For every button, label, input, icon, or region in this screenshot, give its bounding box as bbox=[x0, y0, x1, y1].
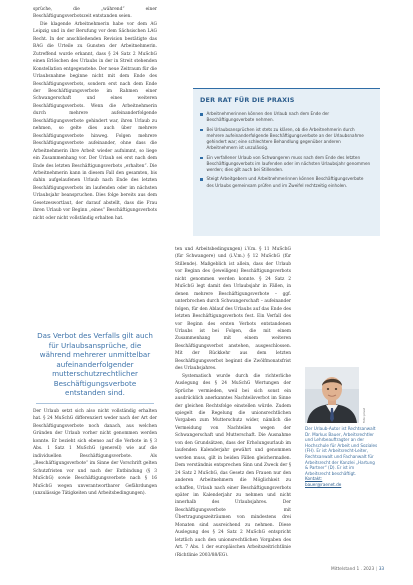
square-bullet-icon bbox=[200, 157, 203, 160]
practice-tip bbox=[200, 111, 372, 124]
practice-tip-text: Ein verfallener Urlaub von Schwangeren muss nach dem Ende des letzten Beschäftigungsverbots im laufenden oder im nächsten Urlaubsjahr genommen werden; dies gilt auch bei Stillenden. bbox=[206, 154, 371, 172]
practice-tip-text: Arbeitnehmerinnen können den Urlaub nach dem Ende der Beschäftigungsverbote nehmen. bbox=[206, 111, 330, 123]
author-contact-label: Kontakt: bbox=[305, 476, 323, 482]
practice-tip bbox=[200, 176, 372, 189]
article-column-left-bottom bbox=[33, 408, 157, 554]
square-bullet-icon bbox=[200, 113, 203, 116]
footer-separator: | bbox=[375, 567, 378, 572]
author-email-link[interactable]: bauer@raenet.de bbox=[305, 481, 342, 487]
practice-tip-text: Bei Urlaubsansprüchen ist stets zu klären, ob die Arbeitnehmerin durch mehrere aufeinanderfolgende Beschäftigungsverbote an der Urlaubsnahme gehindert war; eine schlechtere Behandlung gegenüber anderen Arbeitnehmern ist unzulässig. bbox=[206, 126, 364, 151]
paragraph: Die klagende Arbeitnehmerin habe vor dem AG Leipzig und in der Berufung vor dem Sächsischen LAG Recht. In der anschließenden Revision bestätigte das BAG die Urteile zu Gunsten der Arbeitnehmerin. Zutreffend wurde erkannt, dass § 24 Satz 2 MuSchG einen Erlöschen des Urlaubs in der in Streit stehenden Konstellation entgegenstehe. Der neue Zeitraum für die Urlaubsnahme beginne nicht mit dem Ende des Beschäftigungsverbots, sondern erst nach dem Ende der Beschäftigungsverbote im Rahmen einer Schwangerschaft und eines weiteren Beschäftigungsverbots. Wenn die Arbeitnehmerin durch mehrere aufeinanderfolgende Beschäftigungsverbote gehindert war, ihren Urlaub zu nehmen, so gelte dies auch über mehrere Beschäftigungsverbote hinweg. Folgen mehrere Beschäftigungsverbote aufeinander, ohne dass die Arbeitnehmerin ihre Arbeit wieder aufnimmt, so liege ein Zusammenhang vor. Der Urlaub sei erst nach dem Ende des letzten Beschäftigungsverbots „erhalten“. Die Arbeitnehmerin kann in diesem Fall den gesamten, bis dahin aufgelaufenen Urlaub nach Ende des letzten Beschäftigungsverbots im laufenden oder im nächsten Urlaubsjahr beanspruchen. Dies folge bereits aus dem Gesetzeswortlaut, der darauf abstellt, dass die Frau ihren Urlaub vor Beginn „eines“ Beschäftigungsverbots nicht oder nicht vollständig erhalten hat. bbox=[33, 21, 157, 221]
page-footer bbox=[331, 566, 385, 574]
practice-tips-title: DER RAT FÜR DIE PRAXIS bbox=[200, 96, 295, 104]
author-portrait-icon bbox=[305, 367, 359, 423]
pull-quote-divider bbox=[36, 403, 154, 404]
photo-credit: Foto: privat bbox=[363, 408, 366, 423]
square-bullet-icon bbox=[200, 129, 203, 132]
practice-tip bbox=[200, 127, 372, 152]
author-photo bbox=[305, 367, 359, 423]
article-column-left-top bbox=[33, 6, 157, 306]
author-bio-text: Der Urlaub-Autor ist Rechtsanwalt Dr. Markus Bauer, Arbeitsrechtler und Lehrbeauftragter an der Hochschule für Arbeit und Soziales (FH). Er ist Arbeitsrecht-Leiter, Rechtsanwalt und Fachanwalt für Arbeitsrecht der Kanzlei „Hartung & Partner“ (D). Er ist im Arbeitsrecht beschäftigt. bbox=[305, 426, 378, 476]
issue-label: Mittelstand 1 . 2023 bbox=[331, 567, 375, 572]
square-bullet-icon bbox=[200, 178, 203, 181]
paragraph: ten und Arbeitsbedingungen) i.V.m. § 11 MuSchG (für Schwangere) und (i.V.m.) § 12 MuSchG (für Stillende). Maßgeblich ist allein, dass der Urlaub vor Beginn des (jeweiligen) Beschäftigungsverbots nicht genommen werden konnte. § 24 Satz 2 MuSchG legt damit den Urlaubsjahr in Fällen, in denen mehrere Beschäftigungsverbote – ggf. unterbrochen durch Schwangerschaft – aufeinander folgen, für den Ablauf des Urlaubs auf das Ende des letzten Beschäftigungsverbots fest. Ein Verfall des vor Beginn des ersten Verbots entstandenen Urlaubs ist bei Folgen, die mit einem Zusammenhang mit einem weiteren Beschäftigungsverbot anstehen, ausgeschlossen. Mit der Rückkehr aus dem letzten Beschäftigungsverbot beginnt die Zwölfmonatsfrist des Urlaubsjahres. bbox=[175, 247, 291, 372]
pull-quote: Das Verbot des Verfalls gilt auch für Urlaubsansprüche, die während mehrerer unmittelbar aufeinanderfolgender mutterschutzrechtlicher Beschäftigungsverbote entstanden sind. bbox=[37, 331, 153, 397]
practice-tips-box bbox=[193, 88, 380, 236]
practice-tip bbox=[200, 155, 372, 174]
paragraph: Systematisch wurde durch die richterliche Auslegung des § 24 MuSchG Wertungen der Sprüche vermieden, weil bei sich sonst ein ausdrücklich anerkanntes Nachteilsverbot im Sinne der gleichen Rechtsfolge einstellen würde. Zudem spiegelt die Regelung die unionsrechtlichen Vorgaben zum Mutterschutz wider, nämlich die Vermeidung von Nachteilen wegen der Schwangerschaft und Mutterschaft. Die Ausnahme von den Grundsätzen, dass der Erholungsurlaub im laufenden Kalenderjahr gewährt und genommen werden muss, gilt in beiden Fällen gleichermaßen. Dem verständnis entsprechen Sinn und Zweck der § 24 Satz 2 MuSchG, das Gesetz den Frauen nur den anderen Arbeitnehmern die Möglichkeit zu schaffen, Urlaub nach einer Beschäftigungsverbots später im Kalenderjahr zu nehmen und nicht innerhalb des Urlaubsjahres. Der Beschäftigungsverbote mit Übertragungszeiträumen von mindestens drei Monaten sind ausreichend zu nehmen. Diese Auslegung des § 24 Satz 2 MuSchG entspricht letztlich auch den unionsrechtlichen Vorgaben des Art. 7 Abs. 1 der europäischen Arbeitszeitrichtlinie (Richtlinie 2003/88/EG). bbox=[175, 373, 291, 556]
author-bio-box bbox=[305, 426, 379, 558]
paragraph: Der Urlaub setzt sich also nicht vollständig erhalten hat. § 24 MuSchG differenziert weder nach der Art der Beschäftigungsverbote noch danach, aus welchen Gründen der Urlaub vorher nicht genommen werden konnte. Er bezieht sich ebenso auf die Verbote in § 3 Abs. 1 Satz 1 MuSchG (generell) wie auf die individuellen Beschäftigungsverbote. Als „Beschäftigungsverbote“ im Sinne der Vorschrift gelten Schutzfristen vor und nach der Entbindung (§ 3 MuSchG) sowie Beschäftigungsverbote nach § 16 MuSchG wegen unverantwortbarer Gefährdungen (unzulässige Tätigkeiten und Arbeitsbedingungen). bbox=[33, 409, 157, 496]
practice-tip-text: Steigt Arbeitgebern und Arbeitnehmerinnen können Beschäftigungsverbote des Urlaubs gemeinsam prüfen und im Zweifel rechtzeitig einholen. bbox=[206, 176, 364, 188]
paragraph: sprüche, die „während“ einer Beschäftigungsverbotszeit entstanden seien. bbox=[33, 7, 157, 20]
article-column-middle bbox=[175, 246, 291, 556]
page-number: 33 bbox=[378, 567, 385, 572]
